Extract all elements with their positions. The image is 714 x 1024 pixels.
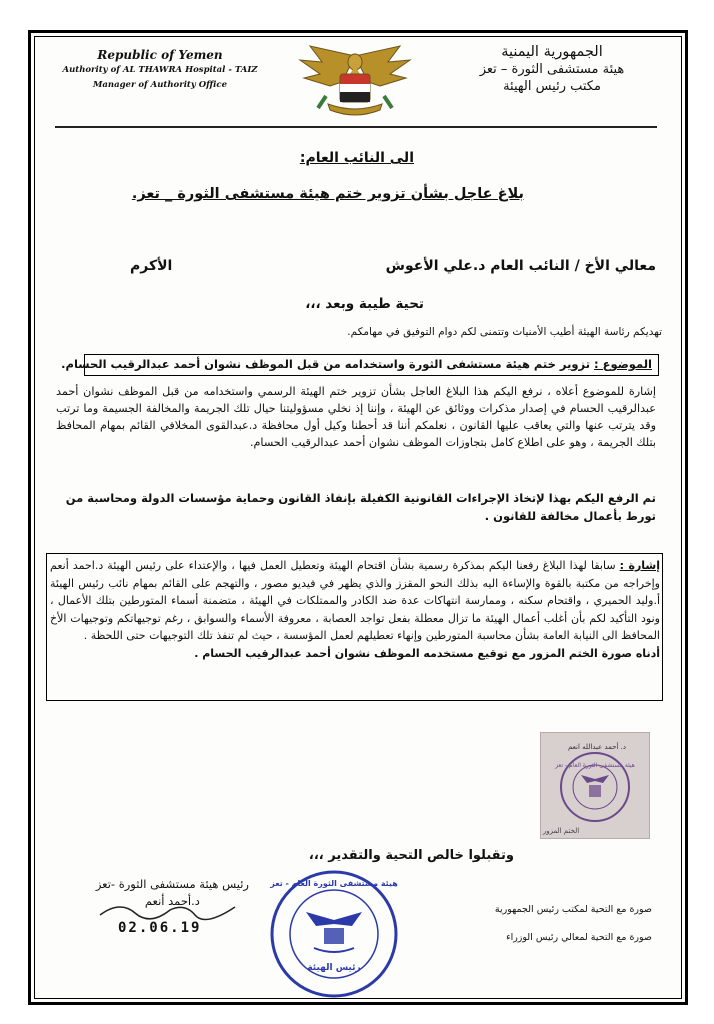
yemen-eagle-emblem-icon xyxy=(290,38,420,128)
recipient-line: الى النائب العام: xyxy=(299,150,414,166)
header-ar-authority: هيئة مستشفى الثورة – تعز xyxy=(479,62,625,77)
greeting: تحية طيبة وبعد ،،، xyxy=(305,296,424,312)
closing-line: وتقبلوا خالص التحية والتقدير ،،، xyxy=(308,848,514,863)
note-label: إشارة : xyxy=(619,559,660,572)
header-english xyxy=(60,48,260,93)
signer-name: د.أحمد أنعم xyxy=(144,894,200,908)
official-round-stamp xyxy=(262,866,412,1001)
header-en-country: Republic of Yemen xyxy=(97,48,223,62)
header-en-office: Manager of Authority Office xyxy=(92,80,227,90)
subject-text: تزوير ختم هيئة مستشفى الثورة واستخدامه من قبل الموظف نشوان أحمد عبدالرقيب الحسام. xyxy=(61,357,591,371)
honorific: الأكرم xyxy=(130,258,173,274)
addressee: معالي الأخ / النائب العام د.علي الأعوش xyxy=(385,258,656,274)
header-en-authority: Authority of AL THAWRA Hospital - TAIZ xyxy=(62,65,258,75)
salutation: تهديكم رئاسة الهيئة أطيب الأمنيات وتتمنى لكم دوام التوفيق في مهامكم. xyxy=(347,326,662,338)
request-paragraph: تم الرفع اليكم بهذا لإتخاذ الإجراءات القانونية الكفيلة بإنفاذ القانون وحماية مؤسسات الدولة ومحاسبة من تورط بأعمال مخالفة للقانون . xyxy=(65,491,656,523)
signer-title: رئيس هيئة مستشفى الثورة -تعز xyxy=(95,877,249,891)
forged-seal-graphic xyxy=(541,733,649,838)
cc-president: صورة مع التحية لمكتب رئيس الجمهورية xyxy=(494,904,652,915)
signature-date: 02.06.19 xyxy=(118,920,202,936)
body-text: إشارة للموضوع أعلاه ، نرفع اليكم هذا البلاغ العاجل بشأن تزوير ختم الهيئة الرسمي واستخدامه من قبل الموظف نشوان أحمد عبدالرقيب الحسام في إصدار مذكرات ووثائق عن الهيئة ، وإننا إذ نخلي مسؤوليتنا حيال تلك الجريمة والمخالفة الجسيمة وما ترتب وقد يترتب عنها والتي يعاقب عليها القانون ، نعلمكم أننا قد أحطنا وكيل أول محافظة د.عبدالقوى المخلافي القائم بمهام المحافظ بتلك الجريمة ، وهو على اطلاع كامل بتجاوزات الموظف نشوان أحمد عبدالرقيب الحسام. xyxy=(56,385,656,449)
note-text: سابقا لهذا البلاغ رفعنا اليكم بمذكرة رسمية بشأن اقتحام الهيئة وتعطيل العمل فيها ، والإعتداء على رئيس الهيئة د.احمد أنعم وإخراجه من مكتبة بالقوة والإساءة اليه بذلك النحو المقزز والذي يظهر في فيديو مصور ، والتهجم على القائم بمهام نائب رئيس الهيئة أ.وليد الحميري ، واقتحام سكنه ، وممارسة انتهاكات عدة ضد الكادر والممتلكات في الهيئة ، متضمنة أسماء المتورطين بتلك الأعمال ، ونود التأكيد لكم بأن أغلب أعمال الهيئة ما تزال معطلة بفعل تواجد العصابة ، معروفة الأسماء والسوابق ، رغم توجيهاتكم وتوجيهات الأخ المحافظ الى النيابة العامة بشأن محاسبة المتورطين وإنهاء تعطيلهم لعمل المؤسسة ، حيث لم تنفذ تلك التوجيهات حتى اللحظة . xyxy=(50,559,660,643)
official-stamp-ring-text: هيئة مستشفى الثورة العام - تعز xyxy=(270,879,398,888)
forged-seal-photo xyxy=(540,732,650,839)
subject-label: الموضوع : xyxy=(594,357,652,371)
forged-seal-name: د. أحمد عبدالله انعم xyxy=(567,743,627,751)
header-divider xyxy=(55,126,657,128)
subject-line xyxy=(61,357,652,371)
header-ar-office: مكتب رئيس الهيئة xyxy=(503,79,601,94)
forged-seal-ring-text: هيئة مستشفى الثورة العام - تعز xyxy=(555,762,635,769)
header-arabic xyxy=(452,44,652,95)
cc-prime-minister: صورة مع التحية لمعالي رئيس الوزراء xyxy=(506,932,652,943)
header-ar-country: الجمهورية اليمنية xyxy=(501,44,603,60)
letter-title: بلاغ عاجل بشأن تزوير ختم هيئة مستشفى الثورة _ تعز. xyxy=(131,186,524,202)
body-paragraph xyxy=(56,383,656,451)
forged-seal-caption: الختم المزور xyxy=(542,827,580,835)
official-stamp-center-text: رئيس الهيئة xyxy=(307,963,361,973)
forged-seal-line: أدناه صورة الختم المزور مع توقيع مستخدمه الموظف نشوان أحمد عبدالرقيب الحسام . xyxy=(194,646,660,660)
note-paragraph xyxy=(50,557,660,663)
